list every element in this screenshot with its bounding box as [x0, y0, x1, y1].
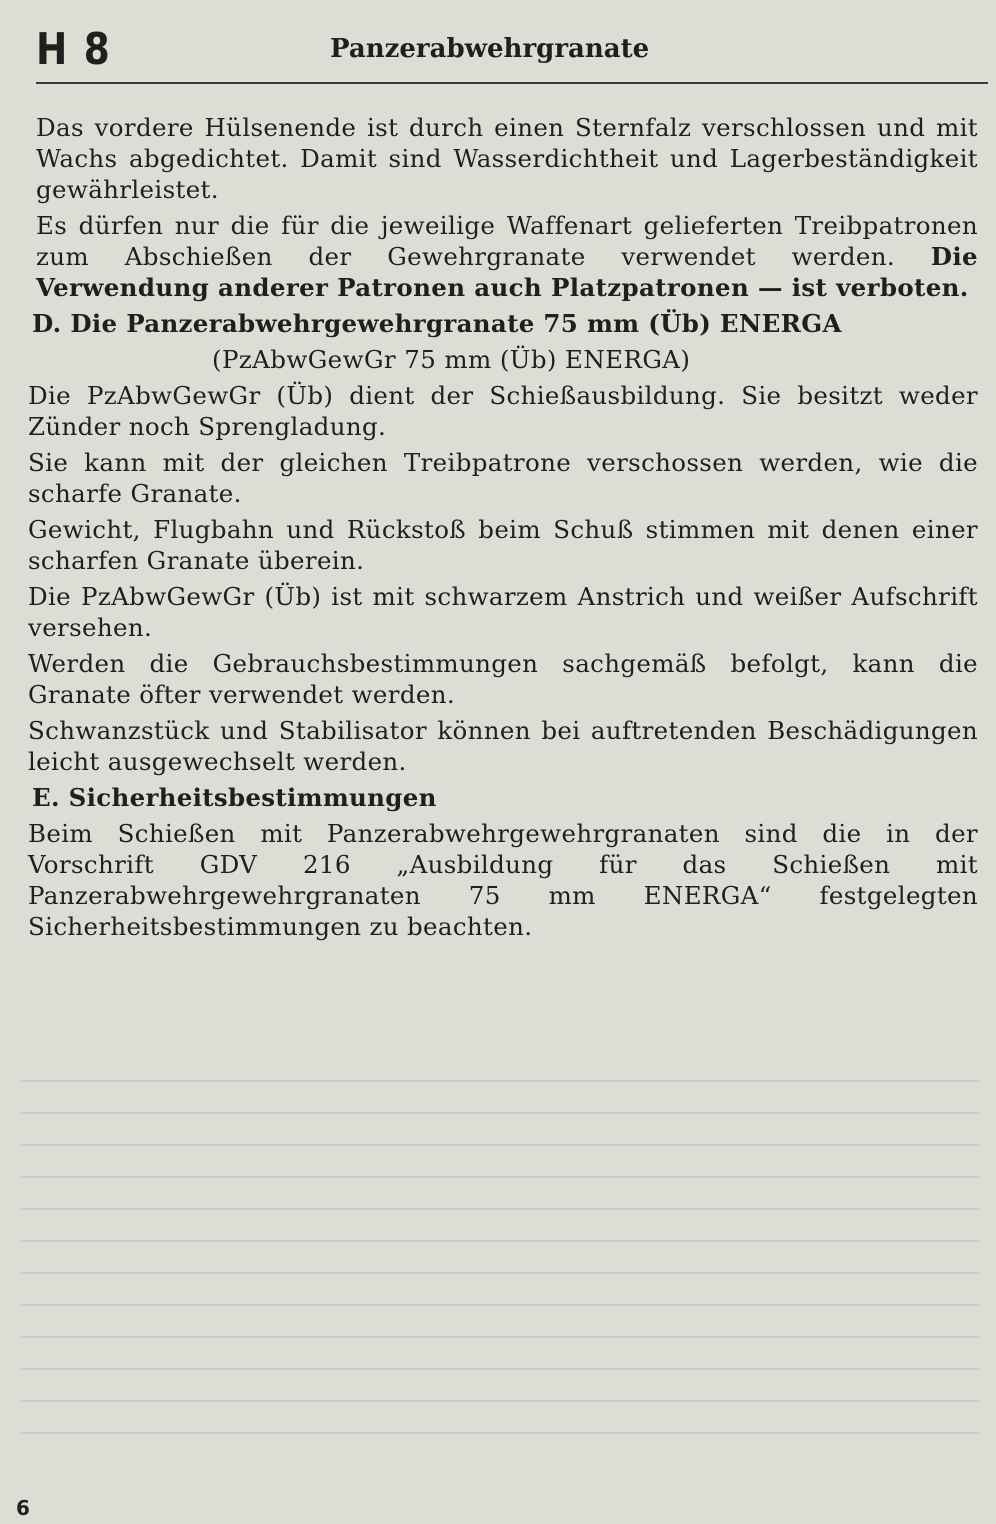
paragraph-cartridges-warning: Die Verwendung anderer Patronen auch Platzpatronen — ist verboten. [36, 242, 978, 302]
section-d-paragraph: Werden die Gebrauchsbestimmungen sachgemäß befolgt, kann die Granate öfter verwendet werden. [28, 649, 978, 709]
header-rule [36, 82, 988, 84]
paragraph-cartridges-text: Es dürfen nur die für die jeweilige Waffenart gelieferten Treibpatronen zum Abschießen der Gewehrgranate verwendet werden. [36, 211, 978, 271]
section-id: H 8 [36, 24, 112, 75]
header-title: Panzerabwehrgranate [330, 34, 650, 64]
section-d-paragraph: Sie kann mit der gleichen Treibpatrone verschossen werden, wie die scharfe Granate. [28, 448, 978, 508]
page-content [28, 112, 978, 947]
page-header [36, 24, 986, 82]
section-d-heading: D. Die Panzerabwehrgewehrgranate 75 mm (Üb) ENERGA [32, 309, 842, 338]
bleed-through-texture [20, 1080, 980, 1464]
section-e-heading: E. Sicherheitsbestimmungen [32, 783, 437, 812]
section-d-paragraph: Schwanzstück und Stabilisator können bei auftretenden Beschädigungen leicht ausgewechselt werden. [28, 716, 978, 776]
section-d-paragraph: Die PzAbwGewGr (Üb) ist mit schwarzem Anstrich und weißer Aufschrift versehen. [28, 582, 978, 642]
section-d-paragraph: Gewicht, Flugbahn und Rückstoß beim Schuß stimmen mit denen einer scharfen Granate überein. [28, 515, 978, 575]
paragraph-cartridges [28, 210, 978, 303]
section-d-paragraph: Die PzAbwGewGr (Üb) dient der Schießausbildung. Sie besitzt weder Zünder noch Sprengladung. [28, 381, 978, 441]
page-number: 6 [16, 1496, 30, 1520]
paragraph-sealing: Das vordere Hülsenende ist durch einen Sternfalz verschlossen und mit Wachs abgedichtet. Damit sind Wasserdichtheit und Lagerbeständigkeit gewährleistet. [36, 113, 978, 204]
section-d-subtitle: (PzAbwGewGr 75 mm (Üb) ENERGA) [212, 345, 691, 374]
section-e-paragraph: Beim Schießen mit Panzerabwehrgewehrgranaten sind die in der Vorschrift GDV 216 „Ausbildung für das Schießen mit Panzerabwehrgewehrgranaten 75 mm ENERGA“ festgelegten Sicherheitsbestimmungen zu beachten. [28, 819, 978, 941]
